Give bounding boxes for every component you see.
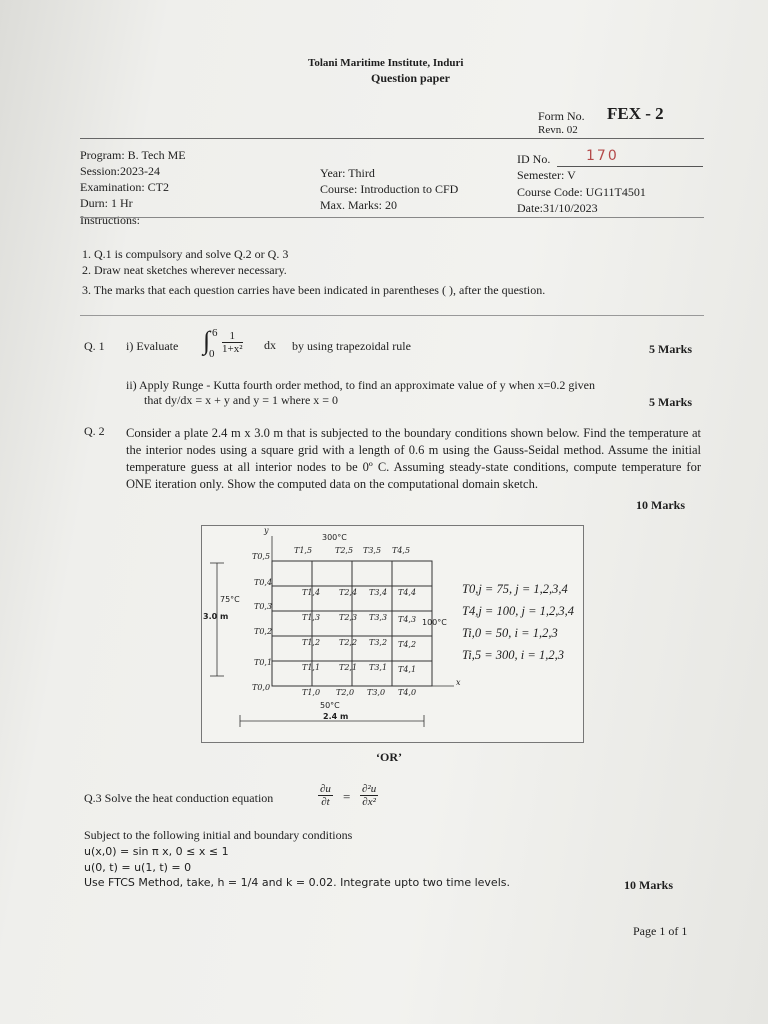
bottom-boundary-temp: 50°C [320, 701, 340, 710]
interior-node-label: T1,1 [302, 663, 321, 672]
height-label: 3.0 m [203, 612, 229, 621]
interior-node-label: T3,4 [369, 588, 388, 597]
id-label: ID No. [517, 152, 551, 166]
node-label: T0,0 [252, 683, 271, 692]
width-label: 2.4 m [323, 712, 349, 721]
header-divider [80, 138, 704, 139]
id-underline [557, 166, 703, 167]
boundary-condition-right: T4,j = 100, j = 1,2,3,4 [462, 604, 575, 618]
pde-rhs-denominator: ∂x² [362, 796, 376, 808]
pde-rhs [360, 783, 378, 808]
q1-part1-prefix: i) Evaluate [126, 339, 179, 353]
node-label: T4,5 [392, 546, 411, 555]
instructions-heading: Instructions: [80, 213, 140, 227]
q3-marks: 10 Marks [624, 878, 673, 892]
or-separator: ‘OR’ [376, 750, 402, 764]
paper-title: Question paper [371, 71, 451, 85]
interior-node-label: T2,4 [339, 588, 358, 597]
node-label: T4,0 [398, 688, 417, 697]
node-label: T0,4 [254, 578, 273, 587]
q3-prefix: Q.3 Solve the heat conduction equation [84, 791, 274, 805]
right-boundary-temp: 100°C [422, 618, 447, 627]
integral-dx: dx [264, 338, 276, 352]
q2-text: Consider a plate 2.4 m x 3.0 m that is subjected to the boundary conditions shown below. Find the temperature at the interior nodes using a square grid with a length of 0.6 m using the Gauss-Seidal method. Assume the initial temperature guess at all interior nodes to be 0º C. Assuming steady-state conditions, compute temperature for ONE iteration only. Show the computed data on the computational domain sketch. [126, 426, 701, 491]
left-boundary-temp: 75°C [220, 595, 240, 604]
node-label: T4,2 [398, 640, 417, 649]
integral-lower-limit: 0 [209, 348, 215, 360]
interior-node-label: T1,3 [302, 613, 321, 622]
q1-part2-line2: that dy/dx = x + y and y = 1 where x = 0 [144, 393, 339, 407]
q3-boundary-condition: u(0, t) = u(1, t) = 0 [84, 861, 192, 874]
pde-rhs-numerator: ∂²u [362, 783, 377, 795]
year-line: Year: Third [320, 166, 375, 180]
form-no-label: Form No. [538, 109, 585, 123]
q2-number: Q. 2 [84, 424, 105, 438]
session-line: Session:2023-24 [80, 164, 161, 178]
id-handwritten-value: 170 [586, 148, 619, 164]
q3-initial-condition: u(x,0) = sin π x, 0 ≤ x ≤ 1 [84, 845, 229, 858]
q1-part2-line1: ii) Apply Runge - Kutta fourth order method, to find an approximate value of y when x=0.2 given [126, 378, 595, 392]
interior-node-label: T3,3 [369, 613, 388, 622]
node-label: T4,1 [398, 665, 417, 674]
date-line: Date:31/10/2023 [517, 201, 598, 215]
node-label: T0,5 [252, 552, 271, 561]
y-axis-label: y [264, 526, 269, 535]
pde-lhs-denominator: ∂t [321, 796, 330, 808]
node-label: T1,5 [294, 546, 313, 555]
boundary-condition-top: Ti,5 = 300, i = 1,2,3 [462, 648, 564, 662]
program-line: Program: B. Tech ME [80, 148, 186, 162]
node-label: T4,4 [398, 588, 417, 597]
interior-node-label: T2,1 [339, 663, 358, 672]
instructions-divider [80, 315, 704, 316]
q3-method: Use FTCS Method, take, h = 1/4 and k = 0.02. Integrate upto two time levels. [84, 876, 510, 889]
q1-part1-suffix: by using trapezoidal rule [292, 339, 411, 353]
pde-lhs-numerator: ∂u [320, 783, 331, 795]
page-number: Page 1 of 1 [633, 924, 688, 938]
institute-name: Tolani Maritime Institute, Induri [308, 57, 464, 69]
instruction-item: 1. Q.1 is compulsory and solve Q.2 or Q. 3 [82, 247, 289, 261]
instruction-item: 2. Draw neat sketches wherever necessary. [82, 263, 287, 277]
node-label: T0,3 [254, 602, 273, 611]
x-axis-label: x [456, 678, 461, 687]
interior-node-label: T1,4 [302, 588, 321, 597]
integrand-fraction [222, 330, 243, 355]
node-label: T2,0 [336, 688, 355, 697]
form-no-value: FEX - 2 [607, 104, 664, 123]
q3-subject: Subject to the following initial and boundary conditions [84, 828, 353, 842]
boundary-condition-left: T0,j = 75, j = 1,2,3,4 [462, 582, 568, 596]
q1-number: Q. 1 [84, 339, 105, 353]
integrand-numerator: 1 [222, 330, 243, 343]
interior-node-label: T3,2 [369, 638, 388, 647]
node-label: T3,0 [367, 688, 386, 697]
integral-sign: ∫ [203, 326, 211, 355]
revision-label: Revn. 02 [538, 124, 578, 136]
pde-lhs [318, 783, 333, 808]
info-divider [80, 217, 704, 218]
plate-grid-diagram [201, 525, 584, 743]
interior-node-label: T2,2 [339, 638, 358, 647]
node-label: T2,5 [335, 546, 354, 555]
semester-line: Semester: V [517, 168, 576, 182]
duration-line: Durn: 1 Hr [80, 196, 133, 210]
q2-marks: 10 Marks [636, 498, 685, 512]
pde-equals: = [343, 789, 351, 804]
instruction-item: 3. The marks that each question carries have been indicated in parentheses ( ), after the question. [82, 283, 546, 297]
node-label: T3,5 [363, 546, 382, 555]
q1-part1-marks: 5 Marks [649, 342, 692, 356]
course-code-line: Course Code: UG11T4501 [517, 185, 646, 199]
top-boundary-temp: 300°C [322, 533, 347, 542]
interior-node-label: T3,1 [369, 663, 388, 672]
examination-line: Examination: CT2 [80, 180, 169, 194]
q1-part2-marks: 5 Marks [649, 395, 692, 409]
integrand-denominator: 1+x² [222, 343, 243, 355]
node-label: T4,3 [398, 615, 417, 624]
interior-node-label: T1,2 [302, 638, 321, 647]
course-line: Course: Introduction to CFD [320, 182, 459, 196]
node-label: T1,0 [302, 688, 321, 697]
interior-node-label: T2,3 [339, 613, 358, 622]
integral-upper-limit: 6 [212, 327, 218, 339]
node-label: T0,2 [254, 627, 273, 636]
boundary-condition-bottom: Ti,0 = 50, i = 1,2,3 [462, 626, 558, 640]
max-marks-line: Max. Marks: 20 [320, 198, 397, 212]
node-label: T0,1 [254, 658, 273, 667]
